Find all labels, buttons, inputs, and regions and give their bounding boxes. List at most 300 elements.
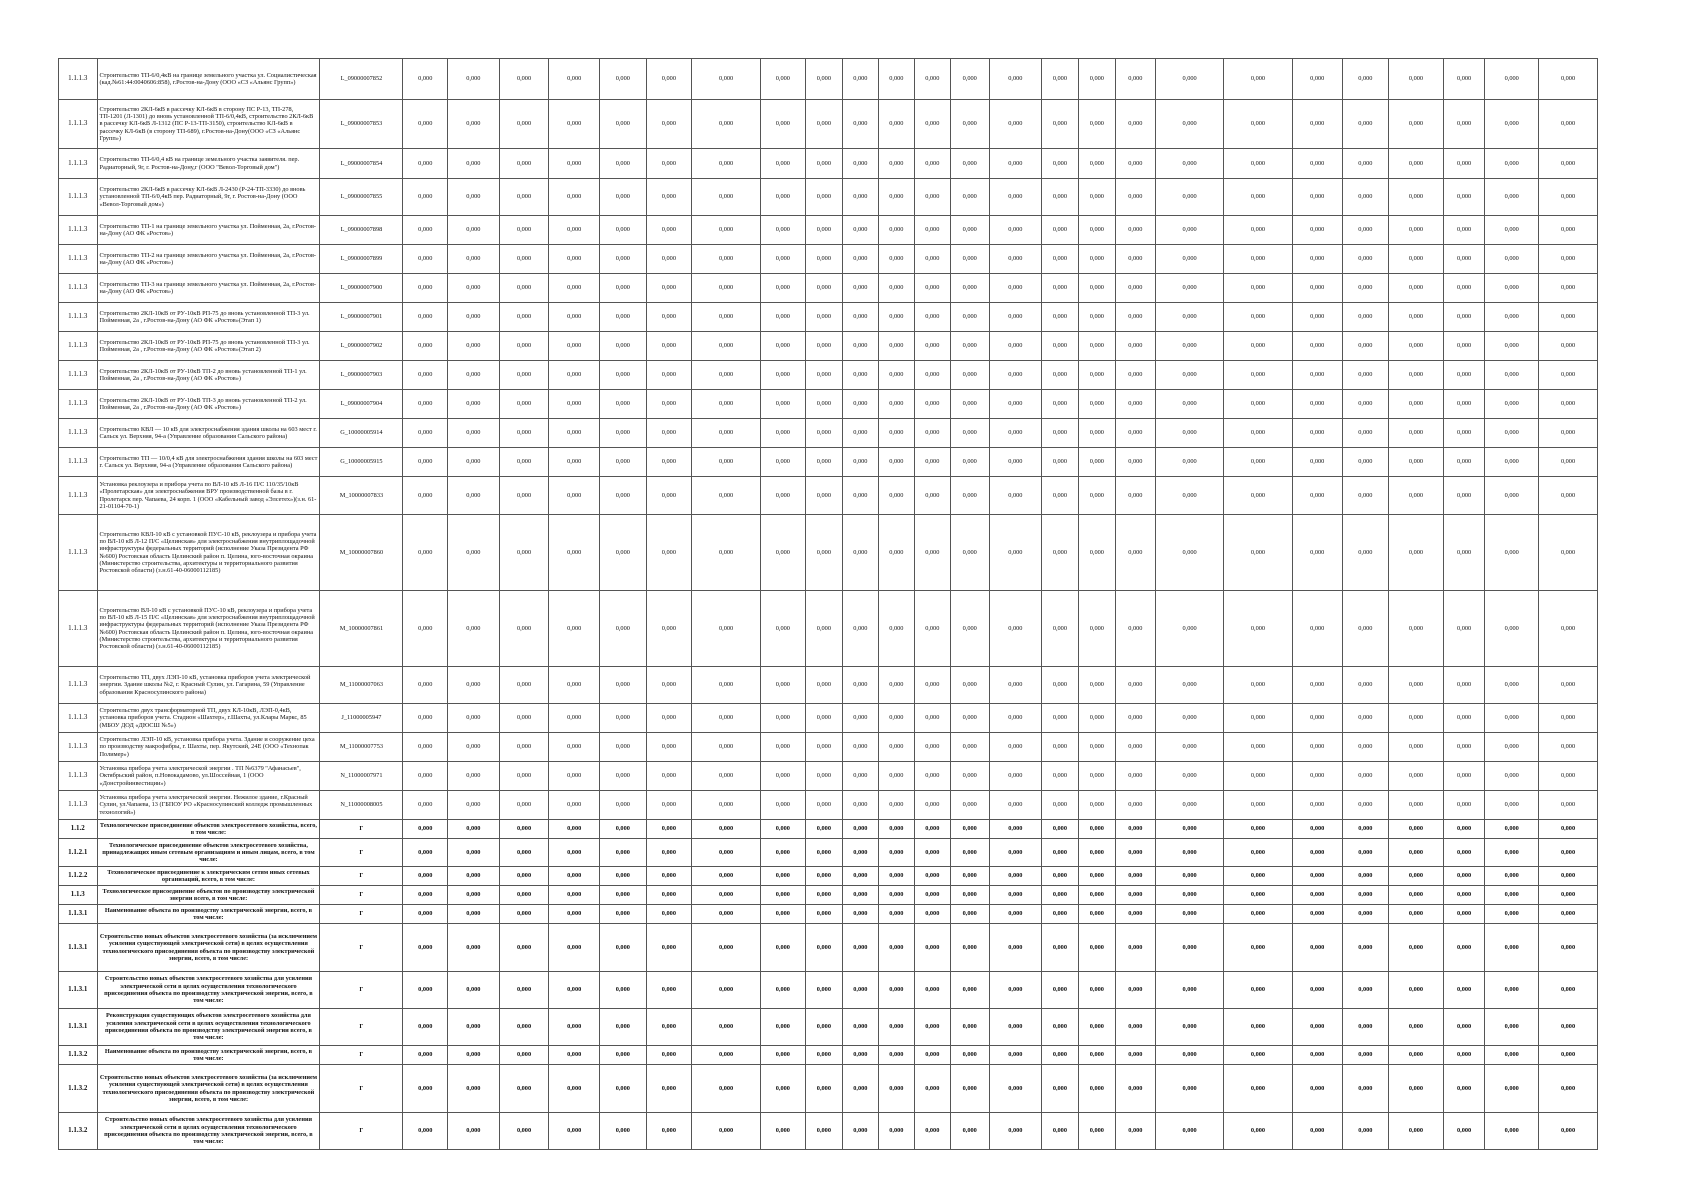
project-code-cell: L_09000007898 <box>320 216 403 245</box>
value-cell: 0,000 <box>761 303 806 332</box>
value-cell: 0,000 <box>915 216 950 245</box>
value-cell: 0,000 <box>600 1009 647 1046</box>
value-cell: 0,000 <box>403 1009 448 1046</box>
value-cell: 0,000 <box>1115 390 1156 419</box>
value-cell: 0,000 <box>843 924 878 972</box>
value-cell: 0,000 <box>990 390 1042 419</box>
value-cell: 0,000 <box>1156 905 1224 924</box>
value-cell: 0,000 <box>1485 100 1539 149</box>
project-code-cell: L_09000007900 <box>320 274 403 303</box>
value-cell: 0,000 <box>990 303 1042 332</box>
value-cell: 0,000 <box>1389 332 1444 361</box>
value-cell: 0,000 <box>448 1113 500 1150</box>
value-cell: 0,000 <box>646 867 692 886</box>
value-cell: 0,000 <box>403 704 448 733</box>
value-cell: 0,000 <box>1041 179 1078 216</box>
value-cell: 0,000 <box>600 1113 647 1150</box>
value-cell: 0,000 <box>1041 733 1078 762</box>
value-cell: 0,000 <box>1342 515 1389 591</box>
value-cell: 0,000 <box>1079 179 1115 216</box>
value-cell: 0,000 <box>692 886 761 905</box>
value-cell: 0,000 <box>761 245 806 274</box>
value-cell: 0,000 <box>549 667 600 704</box>
value-cell: 0,000 <box>761 1065 806 1113</box>
table-row <box>59 762 1598 791</box>
value-cell: 0,000 <box>1079 1113 1115 1150</box>
project-code-cell: Г <box>320 820 403 839</box>
value-cell: 0,000 <box>403 867 448 886</box>
value-cell: 0,000 <box>1041 216 1078 245</box>
value-cell: 0,000 <box>1041 1046 1078 1065</box>
value-cell: 0,000 <box>646 419 692 448</box>
value-cell: 0,000 <box>805 591 842 667</box>
value-cell: 0,000 <box>1156 361 1224 390</box>
value-cell: 0,000 <box>1041 704 1078 733</box>
value-cell: 0,000 <box>761 972 806 1009</box>
value-cell: 0,000 <box>1443 332 1485 361</box>
value-cell: 0,000 <box>878 791 914 820</box>
value-cell: 0,000 <box>1389 924 1444 972</box>
value-cell: 0,000 <box>1389 274 1444 303</box>
value-cell: 0,000 <box>1342 332 1389 361</box>
value-cell: 0,000 <box>1156 591 1224 667</box>
value-cell: 0,000 <box>1292 867 1342 886</box>
value-cell: 0,000 <box>843 245 878 274</box>
value-cell: 0,000 <box>878 274 914 303</box>
value-cell: 0,000 <box>549 515 600 591</box>
value-cell: 0,000 <box>692 419 761 448</box>
value-cell: 0,000 <box>1389 791 1444 820</box>
row-number-cell: 1.1.1.3 <box>59 179 98 216</box>
value-cell: 0,000 <box>1079 591 1115 667</box>
value-cell: 0,000 <box>646 733 692 762</box>
value-cell: 0,000 <box>549 245 600 274</box>
value-cell: 0,000 <box>600 1046 647 1065</box>
value-cell: 0,000 <box>1115 867 1156 886</box>
value-cell: 0,000 <box>1485 1113 1539 1150</box>
value-cell: 0,000 <box>761 448 806 477</box>
value-cell: 0,000 <box>843 791 878 820</box>
value-cell: 0,000 <box>878 924 914 972</box>
value-cell: 0,000 <box>499 886 549 905</box>
value-cell: 0,000 <box>600 149 647 179</box>
value-cell: 0,000 <box>1342 149 1389 179</box>
value-cell: 0,000 <box>1539 274 1598 303</box>
value-cell: 0,000 <box>950 274 990 303</box>
value-cell: 0,000 <box>1389 1009 1444 1046</box>
value-cell: 0,000 <box>646 839 692 867</box>
value-cell: 0,000 <box>1485 515 1539 591</box>
value-cell: 0,000 <box>990 791 1042 820</box>
value-cell: 0,000 <box>499 179 549 216</box>
value-cell: 0,000 <box>950 59 990 100</box>
value-cell: 0,000 <box>1485 905 1539 924</box>
value-cell: 0,000 <box>843 59 878 100</box>
value-cell: 0,000 <box>1292 149 1342 179</box>
value-cell: 0,000 <box>1156 762 1224 791</box>
value-cell: 0,000 <box>499 667 549 704</box>
value-cell: 0,000 <box>805 1065 842 1113</box>
value-cell: 0,000 <box>990 477 1042 515</box>
value-cell: 0,000 <box>761 216 806 245</box>
value-cell: 0,000 <box>990 274 1042 303</box>
value-cell: 0,000 <box>646 179 692 216</box>
value-cell: 0,000 <box>1443 733 1485 762</box>
value-cell: 0,000 <box>1041 867 1078 886</box>
value-cell: 0,000 <box>843 1046 878 1065</box>
value-cell: 0,000 <box>549 390 600 419</box>
value-cell: 0,000 <box>1115 274 1156 303</box>
value-cell: 0,000 <box>1389 303 1444 332</box>
value-cell: 0,000 <box>448 149 500 179</box>
value-cell: 0,000 <box>692 274 761 303</box>
value-cell: 0,000 <box>448 924 500 972</box>
value-cell: 0,000 <box>1115 591 1156 667</box>
value-cell: 0,000 <box>1539 419 1598 448</box>
value-cell: 0,000 <box>692 591 761 667</box>
value-cell: 0,000 <box>549 924 600 972</box>
value-cell: 0,000 <box>1342 1065 1389 1113</box>
row-number-cell: 1.1.1.3 <box>59 303 98 332</box>
row-number-cell: 1.1.3.1 <box>59 972 98 1009</box>
value-cell: 0,000 <box>878 390 914 419</box>
value-cell: 0,000 <box>990 820 1042 839</box>
value-cell: 0,000 <box>403 762 448 791</box>
value-cell: 0,000 <box>1115 216 1156 245</box>
value-cell: 0,000 <box>950 733 990 762</box>
value-cell: 0,000 <box>549 1009 600 1046</box>
row-number-cell: 1.1.1.3 <box>59 390 98 419</box>
value-cell: 0,000 <box>1342 303 1389 332</box>
value-cell: 0,000 <box>600 704 647 733</box>
value-cell: 0,000 <box>549 905 600 924</box>
value-cell: 0,000 <box>1224 515 1293 591</box>
value-cell: 0,000 <box>1041 274 1078 303</box>
value-cell: 0,000 <box>1443 274 1485 303</box>
value-cell: 0,000 <box>1292 1009 1342 1046</box>
value-cell: 0,000 <box>1485 820 1539 839</box>
value-cell: 0,000 <box>1389 820 1444 839</box>
value-cell: 0,000 <box>1115 303 1156 332</box>
value-cell: 0,000 <box>915 515 950 591</box>
value-cell: 0,000 <box>1342 100 1389 149</box>
row-number-cell: 1.1.3.1 <box>59 1009 98 1046</box>
value-cell: 0,000 <box>878 733 914 762</box>
project-code-cell: Г <box>320 839 403 867</box>
value-cell: 0,000 <box>1485 149 1539 179</box>
value-cell: 0,000 <box>1079 867 1115 886</box>
value-cell: 0,000 <box>646 1046 692 1065</box>
value-cell: 0,000 <box>403 1065 448 1113</box>
value-cell: 0,000 <box>1041 245 1078 274</box>
value-cell: 0,000 <box>1041 1009 1078 1046</box>
row-number-cell: 1.1.1.3 <box>59 667 98 704</box>
value-cell: 0,000 <box>448 1065 500 1113</box>
value-cell: 0,000 <box>843 216 878 245</box>
value-cell: 0,000 <box>403 245 448 274</box>
value-cell: 0,000 <box>878 448 914 477</box>
value-cell: 0,000 <box>950 179 990 216</box>
value-cell: 0,000 <box>1156 791 1224 820</box>
value-cell: 0,000 <box>549 704 600 733</box>
project-code-cell: N_11000008005 <box>320 791 403 820</box>
project-name-cell: Строительство 2КЛ-10кВ от РУ-10кВ ТП-2 до вновь установленной ТП-1 ул. Пойменная, 2а , г.Ростов-на-Дону (АО ФК «Ростов») <box>97 361 320 390</box>
row-number-cell: 1.1.1.3 <box>59 704 98 733</box>
value-cell: 0,000 <box>950 361 990 390</box>
value-cell: 0,000 <box>878 1009 914 1046</box>
project-code-cell: L_09000007899 <box>320 245 403 274</box>
value-cell: 0,000 <box>646 274 692 303</box>
value-cell: 0,000 <box>1389 867 1444 886</box>
value-cell: 0,000 <box>1292 245 1342 274</box>
project-name-cell: Наименование объекта по производству электрической энергии, всего, в том числе: <box>97 1046 320 1065</box>
value-cell: 0,000 <box>1292 100 1342 149</box>
value-cell: 0,000 <box>805 972 842 1009</box>
value-cell: 0,000 <box>1079 361 1115 390</box>
value-cell: 0,000 <box>805 179 842 216</box>
value-cell: 0,000 <box>915 448 950 477</box>
value-cell: 0,000 <box>1443 59 1485 100</box>
value-cell: 0,000 <box>1443 245 1485 274</box>
value-cell: 0,000 <box>646 820 692 839</box>
table-row <box>59 1046 1598 1065</box>
value-cell: 0,000 <box>448 704 500 733</box>
value-cell: 0,000 <box>1041 100 1078 149</box>
value-cell: 0,000 <box>761 179 806 216</box>
value-cell: 0,000 <box>549 179 600 216</box>
value-cell: 0,000 <box>448 867 500 886</box>
row-number-cell: 1.1.1.3 <box>59 59 98 100</box>
value-cell: 0,000 <box>1292 274 1342 303</box>
value-cell: 0,000 <box>915 667 950 704</box>
value-cell: 0,000 <box>600 419 647 448</box>
value-cell: 0,000 <box>1539 905 1598 924</box>
value-cell: 0,000 <box>915 704 950 733</box>
value-cell: 0,000 <box>843 905 878 924</box>
value-cell: 0,000 <box>692 477 761 515</box>
value-cell: 0,000 <box>646 591 692 667</box>
value-cell: 0,000 <box>915 1009 950 1046</box>
row-number-cell: 1.1.1.3 <box>59 477 98 515</box>
project-name-cell: Технологическое присоединение объектов по производству электрической энергии всего, в том числе: <box>97 886 320 905</box>
value-cell: 0,000 <box>646 905 692 924</box>
table-row <box>59 886 1598 905</box>
value-cell: 0,000 <box>1539 791 1598 820</box>
value-cell: 0,000 <box>990 1009 1042 1046</box>
value-cell: 0,000 <box>549 839 600 867</box>
value-cell: 0,000 <box>646 924 692 972</box>
value-cell: 0,000 <box>1224 886 1293 905</box>
table-row <box>59 245 1598 274</box>
value-cell: 0,000 <box>843 704 878 733</box>
value-cell: 0,000 <box>843 1009 878 1046</box>
project-code-cell: M_10000007861 <box>320 591 403 667</box>
value-cell: 0,000 <box>805 704 842 733</box>
table-row <box>59 924 1598 972</box>
value-cell: 0,000 <box>950 924 990 972</box>
value-cell: 0,000 <box>843 591 878 667</box>
value-cell: 0,000 <box>499 274 549 303</box>
value-cell: 0,000 <box>1443 419 1485 448</box>
value-cell: 0,000 <box>1443 762 1485 791</box>
value-cell: 0,000 <box>1115 245 1156 274</box>
value-cell: 0,000 <box>950 867 990 886</box>
value-cell: 0,000 <box>403 303 448 332</box>
value-cell: 0,000 <box>549 1046 600 1065</box>
table-row <box>59 839 1598 867</box>
value-cell: 0,000 <box>499 245 549 274</box>
project-code-cell: L_09000007854 <box>320 149 403 179</box>
value-cell: 0,000 <box>843 667 878 704</box>
project-code-cell: Г <box>320 1009 403 1046</box>
value-cell: 0,000 <box>403 667 448 704</box>
project-name-cell: Строительство новых объектов электросетевого хозяйства (за исключением усиления существующей электрической сети) в целях осуществления технологического присоединения объекта по производству электрической энергии, всего, в том числе: <box>97 924 320 972</box>
project-name-cell: Технологическое присоединение к электрическим сетям иных сетевых организаций, всего, в том числе: <box>97 867 320 886</box>
value-cell: 0,000 <box>1539 515 1598 591</box>
value-cell: 0,000 <box>1041 905 1078 924</box>
value-cell: 0,000 <box>915 820 950 839</box>
value-cell: 0,000 <box>646 361 692 390</box>
value-cell: 0,000 <box>1041 149 1078 179</box>
value-cell: 0,000 <box>646 448 692 477</box>
project-code-cell: G_10000005914 <box>320 419 403 448</box>
value-cell: 0,000 <box>990 332 1042 361</box>
row-number-cell: 1.1.3.1 <box>59 905 98 924</box>
value-cell: 0,000 <box>1041 1065 1078 1113</box>
value-cell: 0,000 <box>646 100 692 149</box>
value-cell: 0,000 <box>1443 1009 1485 1046</box>
value-cell: 0,000 <box>990 886 1042 905</box>
value-cell: 0,000 <box>915 591 950 667</box>
project-code-cell: Г <box>320 886 403 905</box>
value-cell: 0,000 <box>843 867 878 886</box>
value-cell: 0,000 <box>761 1113 806 1150</box>
value-cell: 0,000 <box>1443 1065 1485 1113</box>
value-cell: 0,000 <box>692 733 761 762</box>
value-cell: 0,000 <box>1539 332 1598 361</box>
value-cell: 0,000 <box>761 791 806 820</box>
value-cell: 0,000 <box>499 867 549 886</box>
project-name-cell: Строительство новых объектов электросетевого хозяйства для усиления электрической сети в целях осуществления технологического присоединения объекта по производству электрической энергии, всего, в том числе: <box>97 972 320 1009</box>
value-cell: 0,000 <box>448 477 500 515</box>
value-cell: 0,000 <box>1224 924 1293 972</box>
value-cell: 0,000 <box>1292 361 1342 390</box>
value-cell: 0,000 <box>1443 1046 1485 1065</box>
value-cell: 0,000 <box>915 390 950 419</box>
value-cell: 0,000 <box>549 820 600 839</box>
value-cell: 0,000 <box>600 762 647 791</box>
value-cell: 0,000 <box>1115 448 1156 477</box>
row-number-cell: 1.1.1.3 <box>59 591 98 667</box>
value-cell: 0,000 <box>1156 867 1224 886</box>
value-cell: 0,000 <box>843 419 878 448</box>
value-cell: 0,000 <box>950 1065 990 1113</box>
value-cell: 0,000 <box>761 274 806 303</box>
table-row <box>59 1065 1598 1113</box>
table-row <box>59 733 1598 762</box>
project-name-cell: Строительство новых объектов электросетевого хозяйства (за исключением усиления существующей электрической сети) в целях осуществления технологического присоединения объекта по производству электрической энергии, всего, в том числе: <box>97 1065 320 1113</box>
value-cell: 0,000 <box>549 332 600 361</box>
value-cell: 0,000 <box>1485 216 1539 245</box>
value-cell: 0,000 <box>1539 591 1598 667</box>
value-cell: 0,000 <box>692 867 761 886</box>
table-row <box>59 419 1598 448</box>
value-cell: 0,000 <box>549 1065 600 1113</box>
value-cell: 0,000 <box>1224 1046 1293 1065</box>
value-cell: 0,000 <box>990 361 1042 390</box>
value-cell: 0,000 <box>1041 361 1078 390</box>
value-cell: 0,000 <box>1115 1009 1156 1046</box>
value-cell: 0,000 <box>1079 477 1115 515</box>
project-name-cell: Реконструкция существующих объектов электросетевого хозяйства для усиления электрической сети в целях осуществления технологического присоединения объекта по производству электрической энергии всего, в том числе: <box>97 1009 320 1046</box>
value-cell: 0,000 <box>448 1046 500 1065</box>
value-cell: 0,000 <box>403 1046 448 1065</box>
value-cell: 0,000 <box>1389 448 1444 477</box>
project-code-cell: Г <box>320 1065 403 1113</box>
value-cell: 0,000 <box>1079 515 1115 591</box>
value-cell: 0,000 <box>878 820 914 839</box>
value-cell: 0,000 <box>761 762 806 791</box>
table-row <box>59 390 1598 419</box>
value-cell: 0,000 <box>1389 905 1444 924</box>
value-cell: 0,000 <box>915 100 950 149</box>
value-cell: 0,000 <box>843 361 878 390</box>
value-cell: 0,000 <box>600 791 647 820</box>
value-cell: 0,000 <box>692 924 761 972</box>
value-cell: 0,000 <box>1224 216 1293 245</box>
value-cell: 0,000 <box>761 905 806 924</box>
value-cell: 0,000 <box>600 667 647 704</box>
value-cell: 0,000 <box>646 762 692 791</box>
value-cell: 0,000 <box>878 905 914 924</box>
value-cell: 0,000 <box>1115 1046 1156 1065</box>
value-cell: 0,000 <box>1224 419 1293 448</box>
value-cell: 0,000 <box>646 1065 692 1113</box>
value-cell: 0,000 <box>1485 733 1539 762</box>
value-cell: 0,000 <box>878 59 914 100</box>
value-cell: 0,000 <box>403 886 448 905</box>
value-cell: 0,000 <box>990 867 1042 886</box>
table-row <box>59 274 1598 303</box>
value-cell: 0,000 <box>805 390 842 419</box>
project-name-cell: Строительство ТП-2 на границе земельного участка ул. Пойменная, 2а, г.Ростов-на-Дону (АО ФК «Ростов») <box>97 245 320 274</box>
value-cell: 0,000 <box>1292 303 1342 332</box>
project-name-cell: Строительство ТП-6/0,4кВ на границе земельного участка ул. Социалистическая (кад.№61:44:0040606:858), г.Ростов-на-Дону (ООО «СЗ «Альянс Групп») <box>97 59 320 100</box>
value-cell: 0,000 <box>950 1113 990 1150</box>
value-cell: 0,000 <box>1292 591 1342 667</box>
value-cell: 0,000 <box>990 419 1042 448</box>
value-cell: 0,000 <box>761 667 806 704</box>
value-cell: 0,000 <box>1079 820 1115 839</box>
value-cell: 0,000 <box>1292 477 1342 515</box>
value-cell: 0,000 <box>692 59 761 100</box>
value-cell: 0,000 <box>448 245 500 274</box>
value-cell: 0,000 <box>1342 59 1389 100</box>
value-cell: 0,000 <box>1485 477 1539 515</box>
value-cell: 0,000 <box>692 179 761 216</box>
value-cell: 0,000 <box>448 390 500 419</box>
value-cell: 0,000 <box>600 179 647 216</box>
value-cell: 0,000 <box>1443 303 1485 332</box>
value-cell: 0,000 <box>549 791 600 820</box>
value-cell: 0,000 <box>448 419 500 448</box>
value-cell: 0,000 <box>1041 667 1078 704</box>
value-cell: 0,000 <box>1115 179 1156 216</box>
value-cell: 0,000 <box>1389 59 1444 100</box>
value-cell: 0,000 <box>1292 905 1342 924</box>
row-number-cell: 1.1.1.3 <box>59 515 98 591</box>
value-cell: 0,000 <box>1115 1065 1156 1113</box>
